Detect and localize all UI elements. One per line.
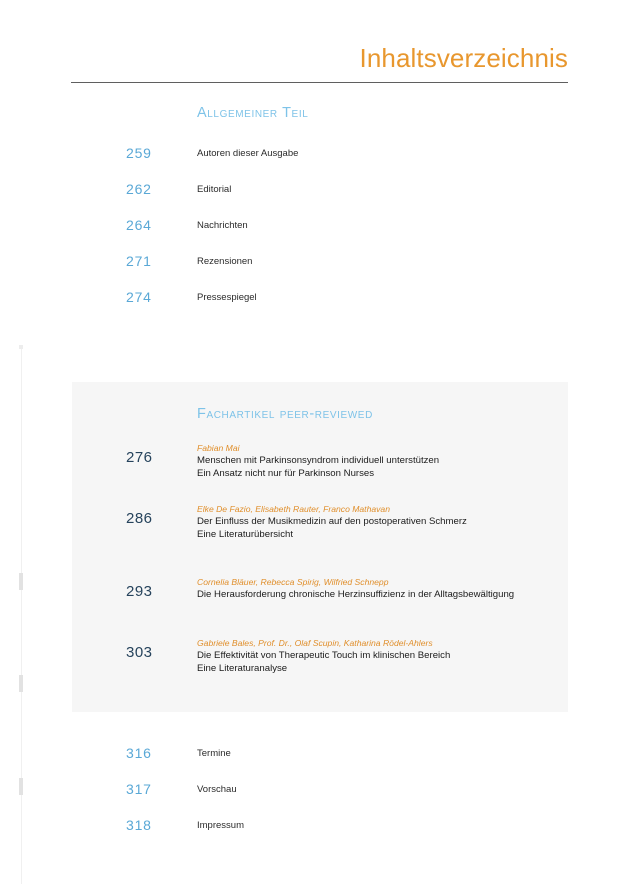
- article-subtitle: Ein Ansatz nicht nur für Parkinson Nurses: [197, 468, 375, 479]
- toc-entry-label: Termine: [197, 748, 231, 759]
- toc-page-number: 316: [126, 745, 152, 761]
- toc-entry-label: Vorschau: [197, 784, 237, 795]
- article-authors: Cornelia Bläuer, Rebecca Spirig, Wilfried Schnepp: [197, 577, 389, 587]
- section-heading-fachartikel: Fachartikel peer-reviewed: [197, 406, 373, 422]
- toc-entry-label: Nachrichten: [197, 220, 248, 231]
- article-page-number: 293: [126, 583, 153, 600]
- margin-guide-line: [21, 345, 22, 884]
- article-title: Die Effektivität von Therapeutic Touch im klinischen Bereich: [197, 650, 451, 661]
- toc-entry-label: Pressespiegel: [197, 292, 257, 303]
- margin-guide-dot: [19, 345, 23, 349]
- toc-row[interactable]: [0, 217, 637, 235]
- toc-page-number: 264: [126, 217, 152, 233]
- toc-page-number: 318: [126, 817, 152, 833]
- article-subtitle: Eine Literaturübersicht: [197, 529, 293, 540]
- toc-entry-label: Rezensionen: [197, 256, 253, 267]
- toc-page-number: 274: [126, 289, 152, 305]
- toc-row[interactable]: [0, 181, 637, 199]
- article-authors: Elke De Fazio, Elisabeth Rauter, Franco Mathavan: [197, 504, 390, 514]
- margin-tick: [19, 573, 23, 590]
- toc-page-number: 259: [126, 145, 152, 161]
- margin-tick: [19, 675, 23, 692]
- article-page-number: 276: [126, 449, 153, 466]
- toc-page-number: 317: [126, 781, 152, 797]
- toc-row[interactable]: [0, 745, 637, 763]
- article-subtitle: Eine Literaturanalyse: [197, 663, 288, 674]
- article-title: Der Einfluss der Musikmedizin auf den postoperativen Schmerz: [197, 516, 467, 527]
- article-title: Menschen mit Parkinsonsyndrom individuell unterstützen: [197, 455, 440, 466]
- toc-row[interactable]: [0, 781, 637, 799]
- toc-page-number: 262: [126, 181, 152, 197]
- article-authors: Gabriele Bales, Prof. Dr., Olaf Scupin, Katharina Rödel-Ahlers: [197, 638, 433, 648]
- toc-entry-label: Autoren dieser Ausgabe: [197, 148, 299, 159]
- article-authors: Fabian Mai: [197, 443, 240, 453]
- article-page-number: 286: [126, 510, 153, 527]
- toc-page-number: 271: [126, 253, 152, 269]
- section-heading-allgemeiner-teil: Allgemeiner Teil: [197, 105, 309, 121]
- peer-reviewed-panel: [72, 382, 568, 712]
- toc-row[interactable]: [0, 253, 637, 271]
- toc-entry-label: Impressum: [197, 820, 244, 831]
- page-title: Inhaltsverzeichnis: [359, 43, 568, 73]
- article-page-number: 303: [126, 644, 153, 661]
- toc-entry-label: Editorial: [197, 184, 232, 195]
- toc-row[interactable]: [0, 145, 637, 163]
- article-title: Die Herausforderung chronische Herzinsuffizienz in der Alltagsbewältigung: [197, 589, 515, 600]
- toc-row[interactable]: [0, 817, 637, 835]
- toc-row[interactable]: [0, 289, 637, 307]
- title-divider: [71, 82, 568, 83]
